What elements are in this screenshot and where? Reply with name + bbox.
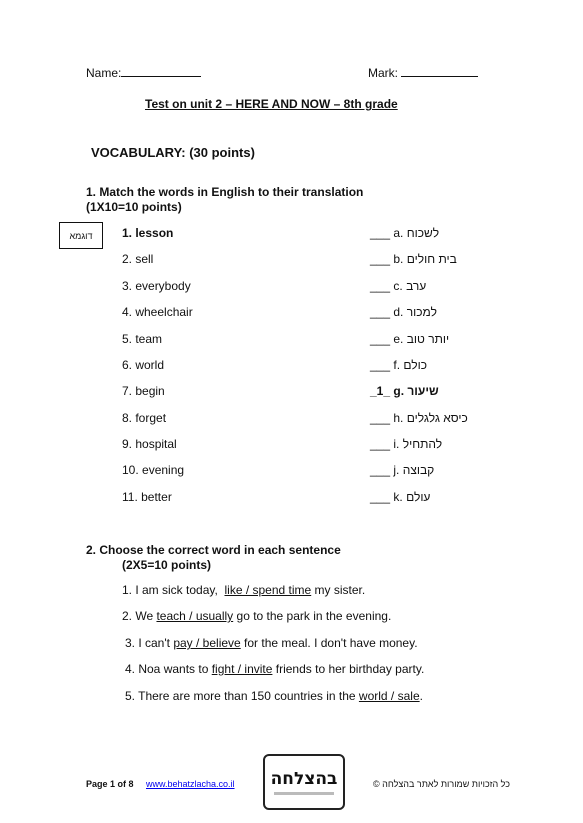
- sentence-text: for the meal. I don't have money.: [240, 636, 418, 650]
- q2-heading: 2. Choose the correct word in each sentence: [86, 543, 341, 557]
- answer-hebrew: כולם: [403, 358, 428, 372]
- word-item: 11. better: [122, 490, 172, 504]
- word-item: 1. lesson: [122, 226, 174, 240]
- sentence-text: 3. I can't: [125, 636, 174, 650]
- answer-hebrew: לשכוח: [406, 226, 440, 240]
- answer-hebrew: שיעור: [407, 384, 439, 398]
- answer-hebrew: בית חולים: [406, 252, 457, 266]
- sentence-text: .: [419, 689, 423, 703]
- answer-letter: i.: [393, 437, 400, 451]
- answer-blank[interactable]: ___: [370, 305, 391, 319]
- sentence-text: 2. We: [122, 609, 157, 623]
- sentence-options[interactable]: pay / believe: [173, 636, 241, 650]
- example-label: דוגמא: [69, 230, 93, 241]
- answer-item: [370, 463, 434, 477]
- answer-blank[interactable]: ___: [370, 226, 391, 240]
- answer-item: [370, 437, 442, 451]
- answer-letter: j.: [393, 463, 400, 477]
- answer-blank[interactable]: ___: [370, 252, 391, 266]
- answer-hebrew: כיסא גלגלים: [406, 411, 468, 425]
- word-item: 3. everybody: [122, 279, 191, 293]
- sentence-options[interactable]: fight / invite: [211, 662, 273, 676]
- sentence-options[interactable]: like / spend time: [224, 583, 312, 597]
- answer-letter: a.: [393, 226, 404, 240]
- answer-item: [370, 490, 430, 504]
- answer-item: [370, 358, 427, 372]
- answer-item: [370, 252, 457, 266]
- answer-hebrew: יותר טוב: [406, 332, 450, 346]
- answer-blank[interactable]: ___: [370, 358, 391, 372]
- answer-blank[interactable]: _1_: [370, 384, 391, 398]
- answer-hebrew: קבוצה: [402, 463, 435, 477]
- name-blank: [121, 65, 201, 77]
- sentence-item: [125, 636, 418, 650]
- answer-item: [370, 384, 439, 398]
- sentence-item: [125, 662, 424, 676]
- sentence-text: go to the park in the evening.: [233, 609, 392, 623]
- sentence-text: my sister.: [311, 583, 366, 597]
- sentence-text: 5. There are more than 150 countries in the: [125, 689, 359, 703]
- logo-text: בהצלחה: [270, 769, 338, 789]
- sentence-item: [122, 583, 365, 597]
- answer-hebrew: ערב: [406, 279, 427, 293]
- answer-blank[interactable]: ___: [370, 490, 391, 504]
- answer-blank[interactable]: ___: [370, 279, 391, 293]
- sentence-text: friends to her birthday party.: [272, 662, 425, 676]
- mark-blank: [401, 65, 478, 77]
- word-item: 4. wheelchair: [122, 305, 193, 319]
- answer-blank[interactable]: ___: [370, 463, 391, 477]
- answer-item: [370, 279, 426, 293]
- mark-label: Mark:: [368, 66, 398, 80]
- name-field: [86, 65, 201, 80]
- q2-points: (2X5=10 points): [122, 558, 212, 572]
- answer-letter: g.: [393, 384, 405, 398]
- answer-letter: k.: [393, 490, 403, 504]
- logo-underline: [274, 792, 334, 795]
- name-label: Name:: [86, 66, 122, 80]
- answer-letter: d.: [393, 305, 404, 319]
- answer-blank[interactable]: ___: [370, 411, 391, 425]
- answer-letter: f.: [393, 358, 401, 372]
- answer-letter: b.: [393, 252, 404, 266]
- word-item: 9. hospital: [122, 437, 177, 451]
- word-item: 10. evening: [122, 463, 185, 477]
- page-number: Page 1 of 8: [86, 779, 134, 789]
- page-title: Test on unit 2 – HERE AND NOW – 8th grade: [145, 97, 398, 111]
- answer-hebrew: עולם: [406, 490, 431, 504]
- q1-points: (1X10=10 points): [86, 200, 182, 214]
- sentence-text: 1. I am sick today,: [122, 583, 225, 597]
- answer-item: [370, 411, 468, 425]
- mark-field: [368, 65, 478, 80]
- answer-hebrew: להתחיל: [402, 437, 443, 451]
- word-item: 2. sell: [122, 252, 154, 266]
- section-title: VOCABULARY: (30 points): [91, 145, 255, 160]
- answer-letter: e.: [393, 332, 404, 346]
- answer-blank[interactable]: ___: [370, 437, 391, 451]
- example-box: [59, 222, 103, 249]
- sentence-item: [125, 689, 423, 703]
- logo: [263, 754, 345, 810]
- answer-item: [370, 332, 449, 346]
- site-link[interactable]: www.behatzlacha.co.il: [146, 779, 235, 789]
- q1-heading: 1. Match the words in English to their translation: [86, 185, 364, 199]
- word-item: 5. team: [122, 332, 163, 346]
- answer-item: [370, 226, 439, 240]
- word-item: 7. begin: [122, 384, 165, 398]
- copyright: כל הזכויות שמורות לאתר בהצלחה ©: [373, 779, 510, 789]
- sentence-options[interactable]: world / sale: [358, 689, 420, 703]
- answer-letter: h.: [393, 411, 404, 425]
- answer-item: [370, 305, 437, 319]
- word-item: 6. world: [122, 358, 165, 372]
- answer-blank[interactable]: ___: [370, 332, 391, 346]
- answer-letter: c.: [393, 279, 403, 293]
- sentence-item: [122, 609, 391, 623]
- word-item: 8. forget: [122, 411, 167, 425]
- answer-hebrew: למכור: [406, 305, 437, 319]
- sentence-text: 4. Noa wants to: [125, 662, 212, 676]
- sentence-options[interactable]: teach / usually: [156, 609, 234, 623]
